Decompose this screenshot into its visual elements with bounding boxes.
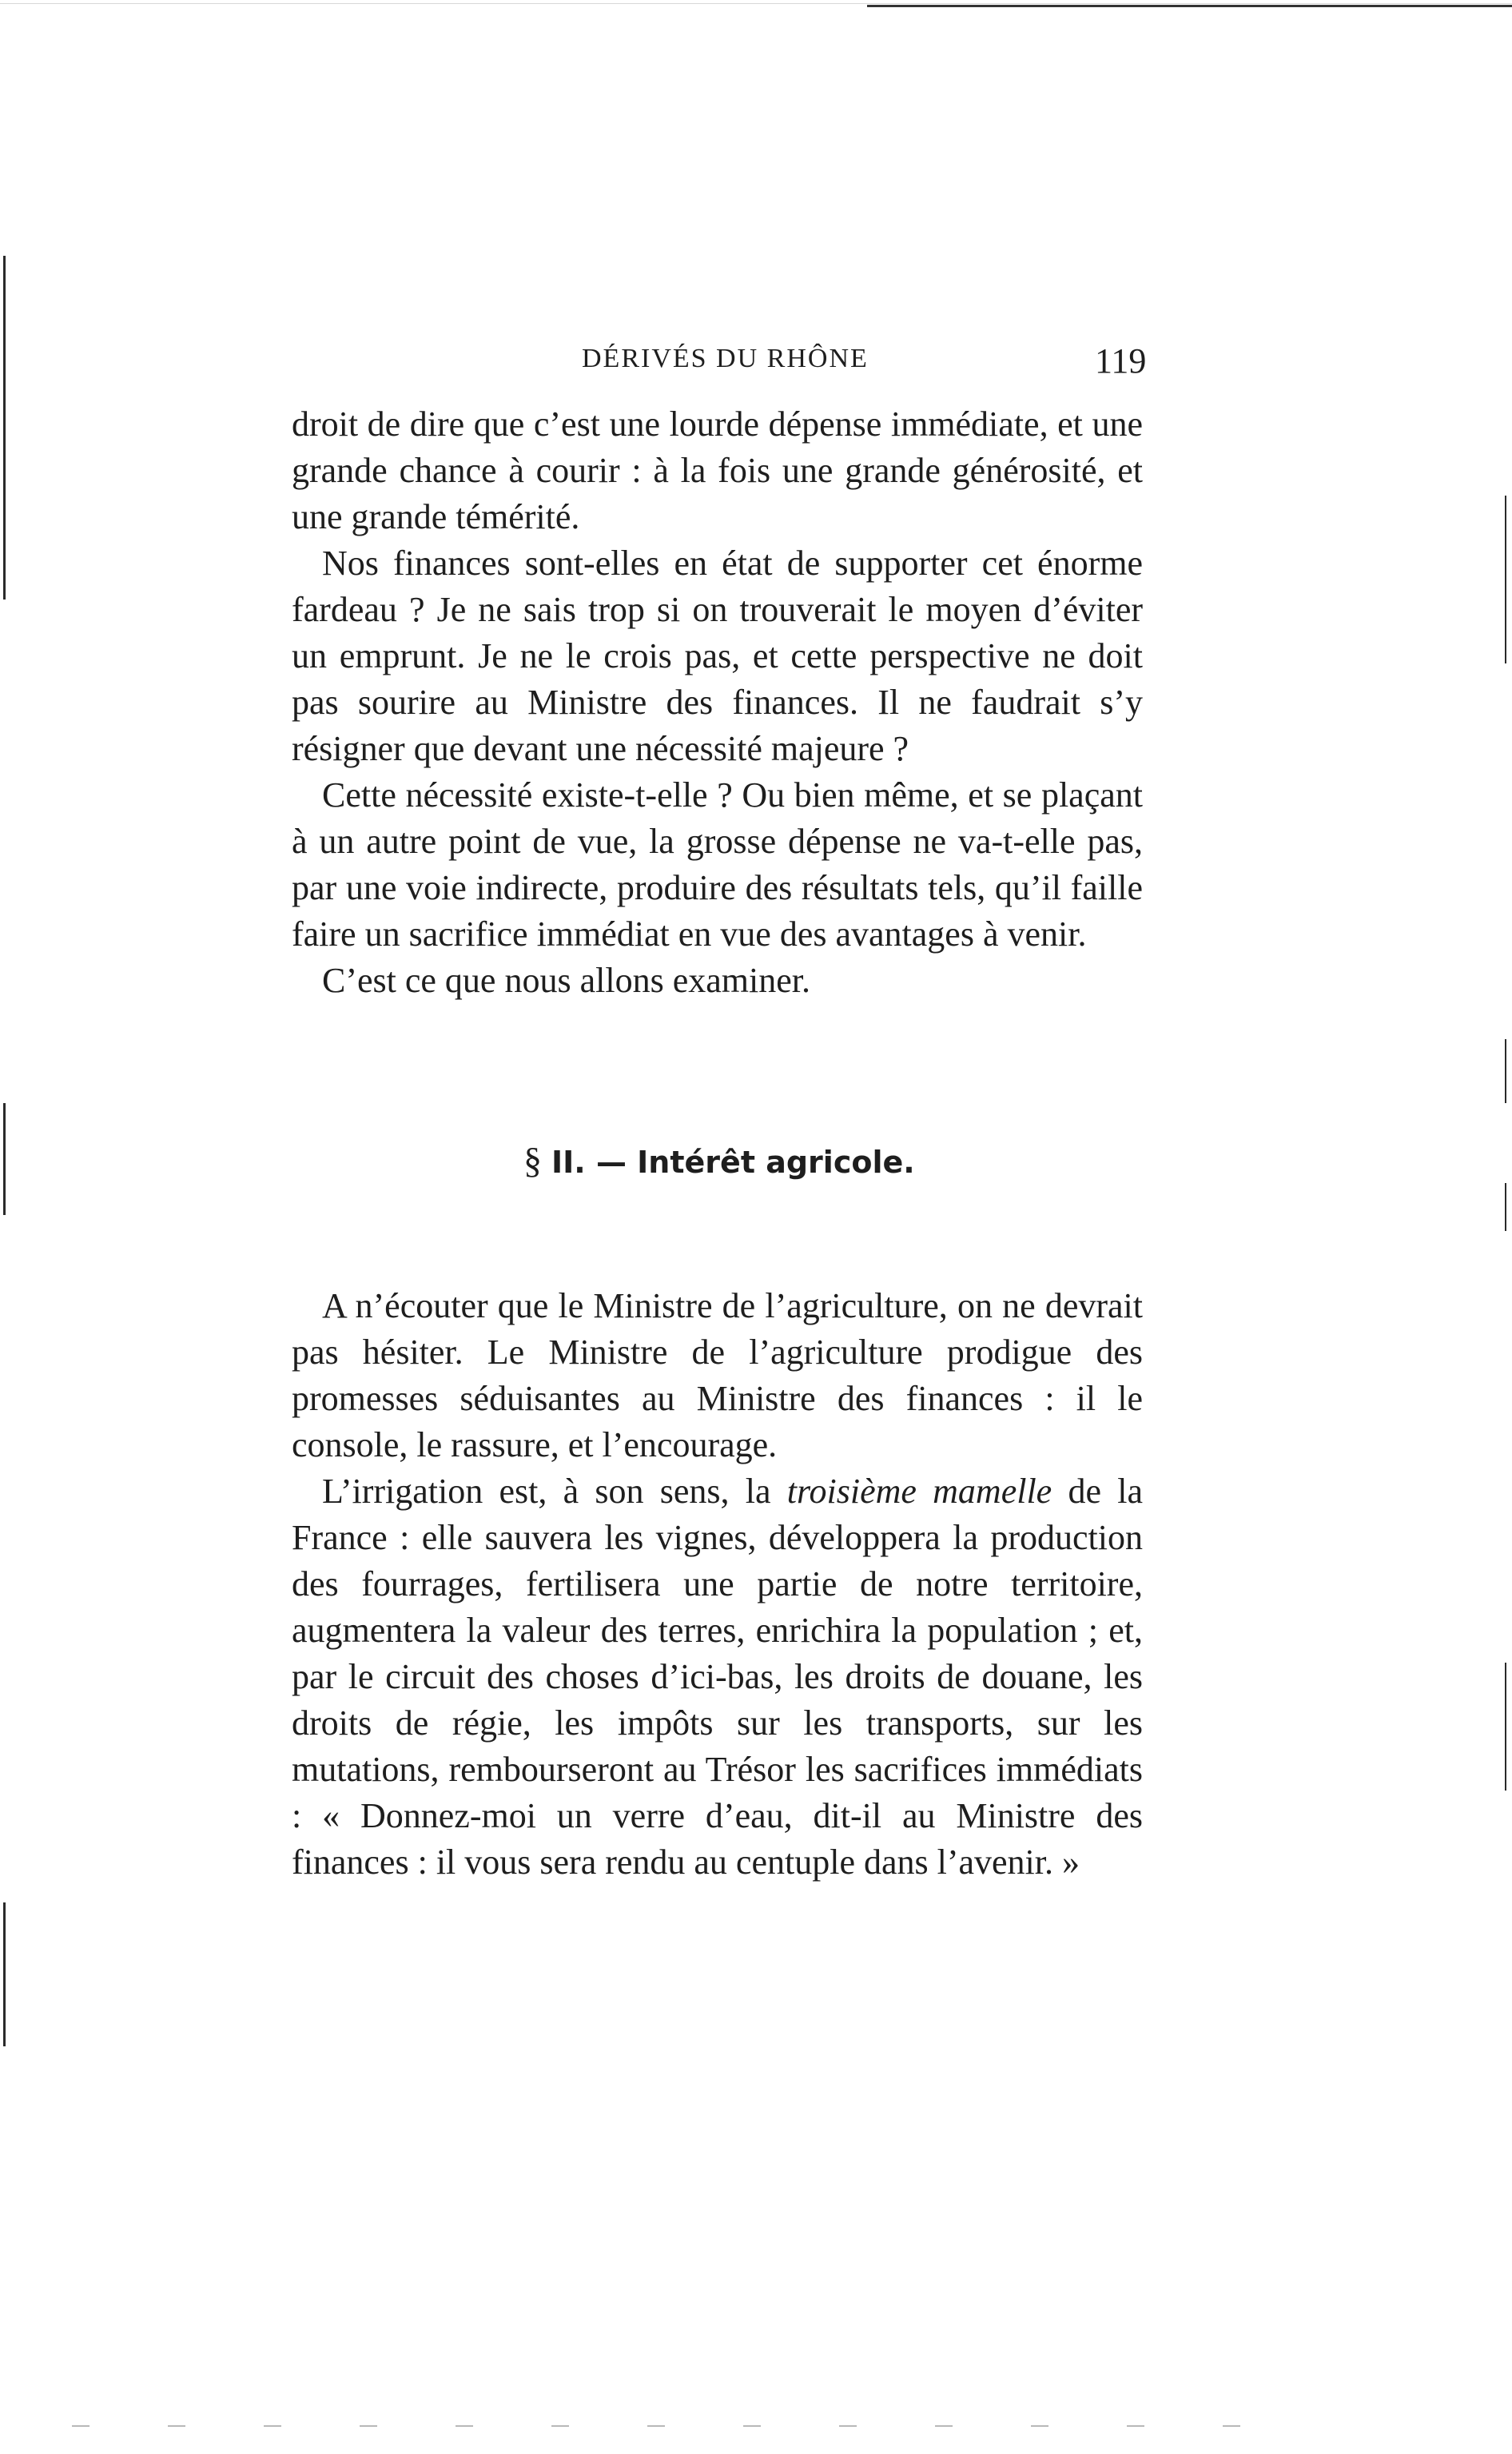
- scan-right-edge-mark: [1505, 1039, 1506, 1103]
- section-heading: [523, 1139, 915, 1181]
- paragraph-text: de la France : elle sauvera les vignes, développera la production des fourrages, fertilisera une partie de notre territoire, augmentera la valeur des terres, enrichira la population ; et, par le circuit des choses d’ici-bas, les droits de douane, les droits de régie, les impôts sur les transports, sur les mutations, rembourseront au Trésor les sacrifices immédiats : « Donnez-moi un verre d’eau, dit-il au Ministre des finances : il vous sera rendu au centuple dans l’avenir. »: [292, 1472, 1143, 1882]
- scan-left-edge-mark: [3, 1902, 6, 2046]
- paragraph: [292, 1468, 1143, 1886]
- paragraph: Nos finances sont-elles en état de supporter cet énorme fardeau ? Je ne sais trop si on trouverait le moyen d’éviter un emprunt. Je ne le crois pas, et cette perspective ne doit pas sourire au Ministre des finances. Il ne faudrait s’y résigner que devant une nécessité majeure ?: [292, 544, 1143, 768]
- scan-right-edge-mark: [1505, 1183, 1506, 1231]
- scan-right-edge-mark: [1505, 1663, 1506, 1791]
- section-title-text: II. — Intérêt agricole.: [551, 1145, 915, 1180]
- scan-left-edge-mark: [3, 1103, 6, 1215]
- scan-right-edge-mark: [1505, 496, 1506, 663]
- paragraph: Cette nécessité existe-t-elle ? Ou bien même, et se plaçant à un autre point de vue, la grosse dépense ne va-t-elle pas, par une voie indirecte, produire des résultats tels, qu’il faille faire un sacrifice immédiat en vue des avantages à venir.: [292, 775, 1143, 954]
- paragraph: C’est ce que nous allons examiner.: [322, 961, 810, 1000]
- section-symbol: §: [523, 1140, 542, 1181]
- paragraph-text: L’irrigation est, à son sens, la: [322, 1472, 787, 1511]
- italic-phrase: troisième mamelle: [786, 1472, 1052, 1511]
- running-head: DÉRIVÉS DU RHÔNE: [582, 344, 869, 373]
- scan-top-rule: [867, 5, 1512, 7]
- scan-bottom-marks: [72, 2425, 1271, 2427]
- body-text-bottom: [292, 1283, 1143, 1886]
- paragraph: droit de dire que c’est une lourde dépense immédiate, et une grande chance à courir : à la fois une grande générosité, et une grande témérité.: [292, 404, 1143, 536]
- page-number: 119: [1095, 341, 1147, 380]
- paragraph: A n’écouter que le Ministre de l’agriculture, on ne devrait pas hésiter. Le Ministre de l’agriculture prodigue des promesses séduisantes au Ministre des finances : il le console, le rassure, et l’encourage.: [292, 1286, 1143, 1464]
- body-text-top: [292, 401, 1143, 1004]
- scan-left-edge-mark: [3, 256, 6, 600]
- scan-top-edge: [0, 3, 1512, 4]
